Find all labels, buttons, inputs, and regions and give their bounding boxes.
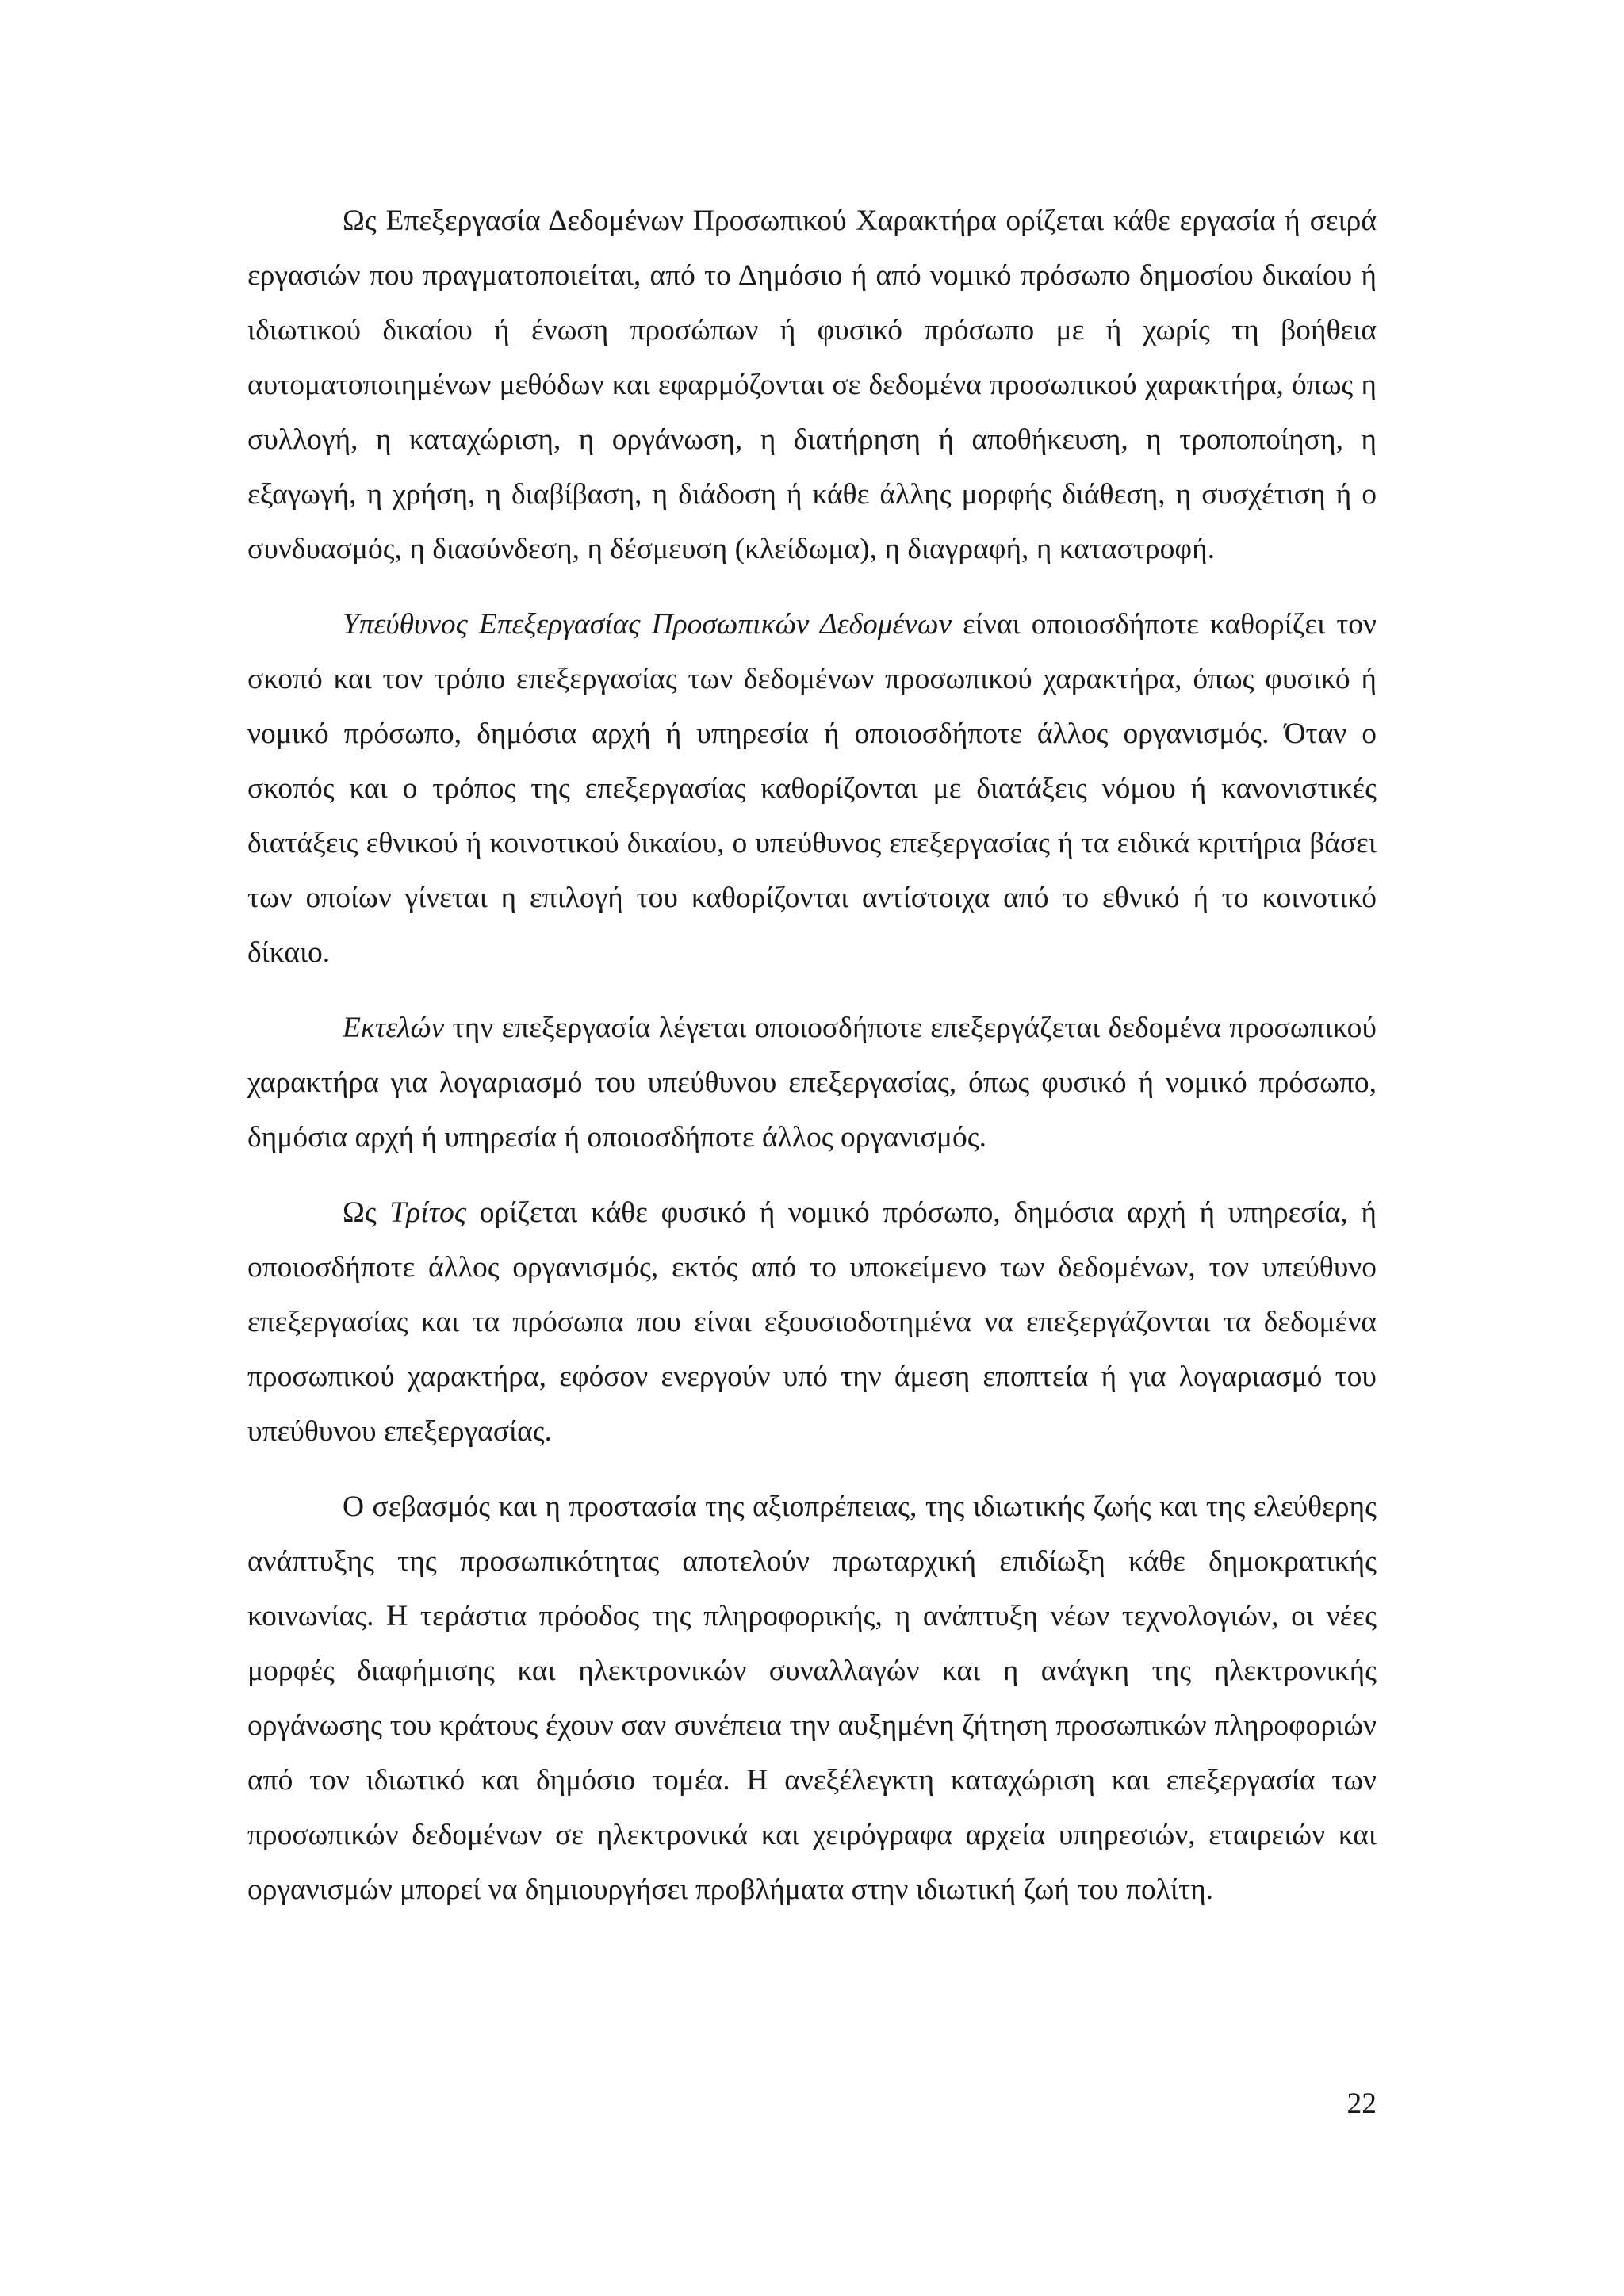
paragraph-text: ορίζεται κάθε φυσικό ή νομικό πρόσωπο, δημόσια αρχή ή υπηρεσία, ή οποιοσδήποτε άλλος οργανισμός, εκτός από το υποκείμενο των δεδομένων, τον υπεύθυνο επεξεργασίας και τα πρόσωπα που είναι εξουσιοδοτημένα να επεξεργάζονται τα δεδομένα προσωπικού χαρακτήρα, εφόσον ενεργούν υπό την άμεση εποπτεία ή για λογαριασμό του υπεύθυνου επεξεργασίας. bbox=[247, 1196, 1377, 1448]
defined-term: Τρίτος bbox=[389, 1196, 467, 1229]
paragraph-privacy-importance bbox=[247, 1479, 1377, 1917]
paragraph-text: την επεξεργασία λέγεται οποιοσδήποτε επεξεργάζεται δεδομένα προσωπικού χαρακτήρα για λογαριασμό του υπεύθυνου επεξεργασίας, όπως φυσικό ή νομικό πρόσωπο, δημόσια αρχή ή υπηρεσία ή οποιοσδήποτε άλλος οργανισμός. bbox=[247, 1012, 1377, 1154]
paragraph-text: Ως Επεξεργασία Δεδομένων Προσωπικού Χαρακτήρα ορίζεται κάθε εργασία ή σειρά εργασιών που πραγματοποιείται, από το Δημόσιο ή από νομικό πρόσωπο δημοσίου δικαίου ή ιδιωτικού δικαίου ή ένωση προσώπων ή φυσικό πρόσωπο με ή χωρίς τη βοήθεια αυτοματοποιημένων μεθόδων και εφαρμόζονται σε δεδομένα προσωπικού χαρακτήρα, όπως η συλλογή, η καταχώριση, η οργάνωση, η διατήρηση ή αποθήκευση, η τροποποίηση, η εξαγωγή, η χρήση, η διαβίβαση, η διάδοση ή κάθε άλλης μορφής διάθεση, η συσχέτιση ή ο συνδυασμός, η διασύνδεση, η δέσμευση (κλείδωμα), η διαγραφή, η καταστροφή. bbox=[247, 205, 1377, 565]
paragraph-lead: Ως bbox=[343, 1196, 390, 1229]
paragraph-text: Ο σεβασμός και η προστασία της αξιοπρέπειας, της ιδιωτικής ζωής και της ελεύθερης ανάπτυξης της προσωπικότητας αποτελούν πρωταρχική επιδίωξη κάθε δημοκρατικής κοινωνίας. Η τεράστια πρόοδος της πληροφορικής, η ανάπτυξη νέων τεχνολογιών, οι νέες μορφές διαφήμισης και ηλεκτρονικών συναλλαγών και η ανάγκη της ηλεκτρονικής οργάνωσης του κράτους έχουν σαν συνέπεια την αυξημένη ζήτηση προσωπικών πληροφοριών από τον ιδιωτικό και δημόσιο τομέα. Η ανεξέλεγκτη καταχώριση και επεξεργασία των προσωπικών δεδομένων σε ηλεκτρονικά και χειρόγραφα αρχεία υπηρεσιών, εταιρειών και οργανισμών μπορεί να δημιουργήσει προβλήματα στην ιδιωτική ζωή του πολίτη. bbox=[247, 1490, 1377, 1906]
paragraph-processor-definition bbox=[247, 1001, 1377, 1165]
body-text bbox=[247, 193, 1377, 1938]
defined-term: Υπεύθυνος Επεξεργασίας Προσωπικών Δεδομένων bbox=[343, 608, 952, 641]
paragraph-third-party-definition bbox=[247, 1185, 1377, 1459]
paragraph-text: είναι οποιοσδήποτε καθορίζει τον σκοπό και τον τρόπο επεξεργασίας των δεδομένων προσωπικού χαρακτήρα, όπως φυσικό ή νομικό πρόσωπο, δημόσια αρχή ή υπηρεσία ή οποιοσδήποτε άλλος οργανισμός. Όταν ο σκοπός και ο τρόπος της επεξεργασίας καθορίζονται με διατάξεις νόμου ή κανονιστικές διατάξεις εθνικού ή κοινοτικού δικαίου, ο υπεύθυνος επεξεργασίας ή τα ειδικά κριτήρια βάσει των οποίων γίνεται η επιλογή του καθορίζονται αντίστοιχα από το εθνικό ή το κοινοτικό δίκαιο. bbox=[247, 608, 1377, 969]
paragraph-processing-definition bbox=[247, 193, 1377, 576]
defined-term: Εκτελών bbox=[343, 1012, 445, 1044]
page-number: 22 bbox=[1346, 2087, 1377, 2120]
paragraph-controller-definition bbox=[247, 597, 1377, 980]
